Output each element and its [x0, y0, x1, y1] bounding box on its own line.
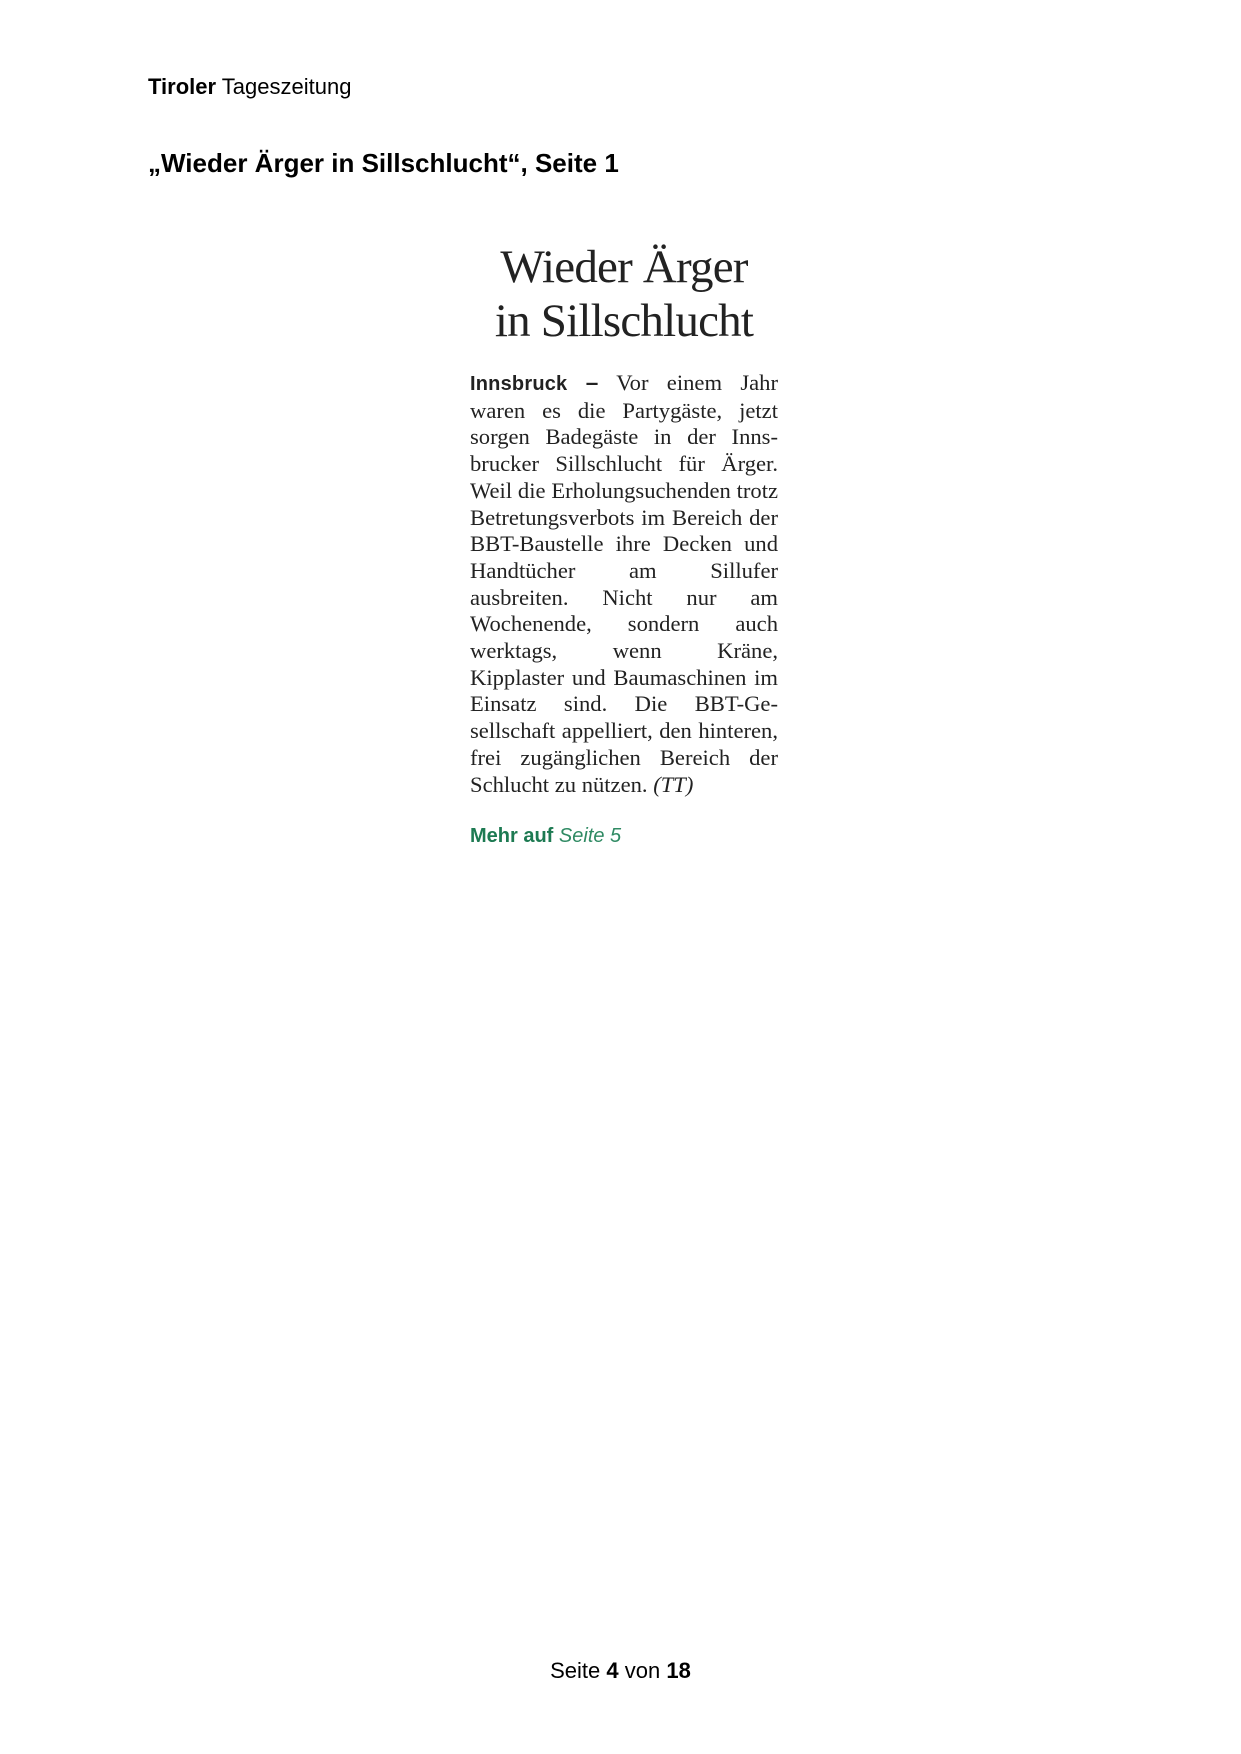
document-title: „Wieder Ärger in Sillschlucht“, Seite 1 — [148, 148, 619, 178]
page-footer — [0, 1657, 1241, 1685]
more-label: Mehr auf — [470, 825, 554, 848]
article-body — [470, 370, 778, 798]
article-text: Vor einem Jahr waren es die Partygäste, jetzt sorgen Badegäste in der Innsbrucker Sillschlucht für Ärger. Weil die Erholungsuchenden trotz Betretungsverbots im Bereich der BBT-Baustelle ihre Decken und Handtücher am Sillufer ausbreiten. Nicht nur am Wochenende, sondern auch werktags, wenn Kräne, Kipplaster und Baumaschinen im Einsatz sind. Die BBT-Gesellschaft appelliert, den hinteren, frei zugänglichen Bereich der Schlucht zu nützen. — [470, 370, 778, 797]
article-source: (TT) — [653, 771, 694, 797]
footer-separator: von — [624, 1658, 661, 1683]
publication-name-bold: Tiroler — [148, 74, 217, 99]
dateline-dash: – — [585, 370, 599, 395]
publication-name — [148, 73, 351, 101]
more-reference — [470, 824, 778, 848]
footer-total-pages: 18 — [666, 1658, 691, 1683]
footer-current-page: 4 — [606, 1658, 619, 1683]
article-dateline: Innsbruck — [470, 373, 568, 395]
footer-prefix: Seite — [550, 1658, 601, 1683]
newspaper-clipping — [470, 240, 778, 848]
headline-line-1: Wieder Ärger — [500, 241, 748, 293]
clipping-headline — [470, 240, 778, 348]
more-page-link: Seite 5 — [558, 825, 622, 848]
publication-name-rest: Tageszeitung — [221, 74, 352, 99]
headline-line-2: in Sillschlucht — [494, 295, 754, 347]
